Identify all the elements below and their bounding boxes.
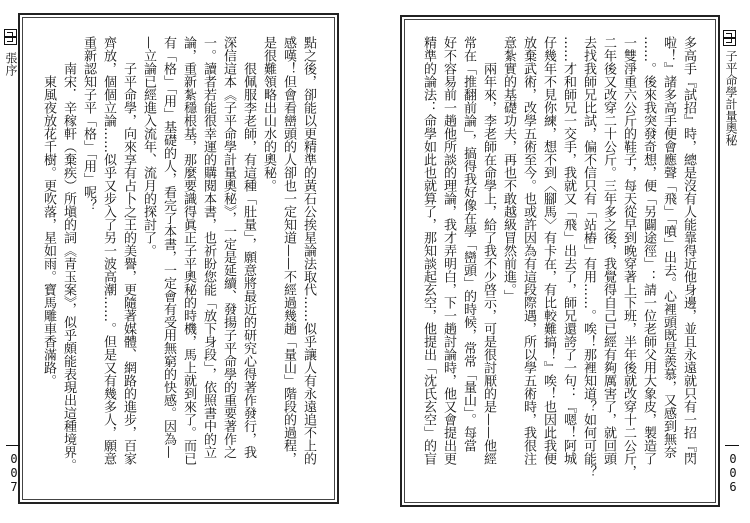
text-column: 南宋．辛稼軒（棄疾）所塡的詞《青玉案》，似乎頗能表現出這種境界。 [61, 62, 76, 472]
text-column: 常在「推翻前論」，搞得我好像在學「巒頭」的時候，常常「量山」。每當 [461, 36, 476, 452]
text-column: 深信這本《子平命學計量奧秘》，一定是延續、發揚子平命學的重要著作之 [221, 36, 236, 459]
text-column: 很佩服李老師，有這種「肚量」，願意將最近的研究心得著作發行，我 [241, 62, 256, 459]
text-column: 齊放，個個立論……似乎又步入了另一波高潮……。但是又有幾多人，願意 [101, 36, 116, 465]
poem-column: 東風夜放花千樹。更吹落，星如雨。寶馬雕車香滿路。 [41, 75, 56, 387]
book-title: 子平命學計量奧秘 [724, 50, 738, 146]
text-column: 意紮實的基礎功夫，再也不敢越級冒然前進。」 [501, 36, 516, 303]
text-column: 一。讀者若能很幸運的購閱本書，也祈盼您能「放下身段」，依照書中的立 [201, 36, 216, 459]
text-column: 仔幾年不見你練，想不到〈腳馬〉有卡在，有比較難搞！』唉！也因此我便 [541, 36, 556, 465]
text-column: —立論已經進入流年、流月的探討了。 [141, 36, 156, 257]
text-column: 論，重新紮穩根基，那麼要識得眞正子平奧秘的時機，馬上就到來了。而已 [181, 36, 196, 465]
text-column: 兩年來，李老師在命學上，給了我不少啓示，可是很討厭的是——他經 [481, 62, 496, 465]
text-column: 啦！』諸多高手便會應聲「飛」「噴」出去。心裡頭既是羨慕，又感到無奈 [661, 36, 676, 459]
text-column: 去找我師兄比試，偏不信只有「站樁」有用……。唉！那裡知道？如何可能？ [581, 36, 596, 478]
left-page-body [38, 36, 318, 488]
text-column: 精準的論法：命學如此也就算了，那知談起玄空，他提出「沈氏玄空」的盲 [421, 36, 436, 465]
text-column: ……才和師兄一交手，我就又「飛」出去了，師兄還誇了一句：『嗯！阿城 [561, 36, 576, 465]
publisher-logo-icon [723, 30, 736, 46]
right-page-body [418, 36, 698, 488]
text-column: 放棄武術，改學五術至今。也或許因為有這段際遇，所以學五術時，我很注 [521, 36, 536, 465]
text-column: 好不容易前一趟他所談的理論，我才弄明白，下一趟討論時，他又會提出更 [441, 36, 456, 465]
text-column: 多高手『試招』時，總是沒有人能靠得近他身邊，並且永遠就只有一招『閃 [681, 36, 696, 465]
text-column: 點之後，卻能以更精準的黃石公挨星論法取代……似乎讓人有永遠追不上的 [301, 36, 316, 465]
text-column: 感嘆！但會看巒頭的人卻也一定知道——不經過幾趟「量山」階段的過程， [281, 36, 296, 465]
text-column: 子平命學，向來享有占卜之王的美譽，更隨著媒體、網路的進步，百家 [121, 62, 136, 465]
text-column: 有「格」「用」基礎的人，看完了本書，一定會有受用無窮的快感。因為— [161, 36, 176, 459]
text-column: 二年後又改穿二十公斤。三年多之後，我覺得自己已經有夠厲害了，就回頭 [601, 36, 616, 465]
page-number-left: 007 [6, 445, 20, 494]
section-title: 張序 [4, 52, 18, 76]
text-column: 一雙淨重六公斤的鞋子，每天從早到晚穿著上下班，半年後就改穿十二公斤， [621, 36, 636, 478]
text-column: 是很難領略出山水的奧秘。 [261, 36, 276, 192]
page-number-right: 006 [725, 445, 739, 494]
publisher-logo-icon [4, 29, 17, 45]
text-column: 重新認知子平「格」「用」呢？ [81, 36, 96, 212]
text-column: ……。後來我突發奇想，便「另闢途徑」：請一位老師父用大象皮，製造了 [641, 36, 656, 465]
